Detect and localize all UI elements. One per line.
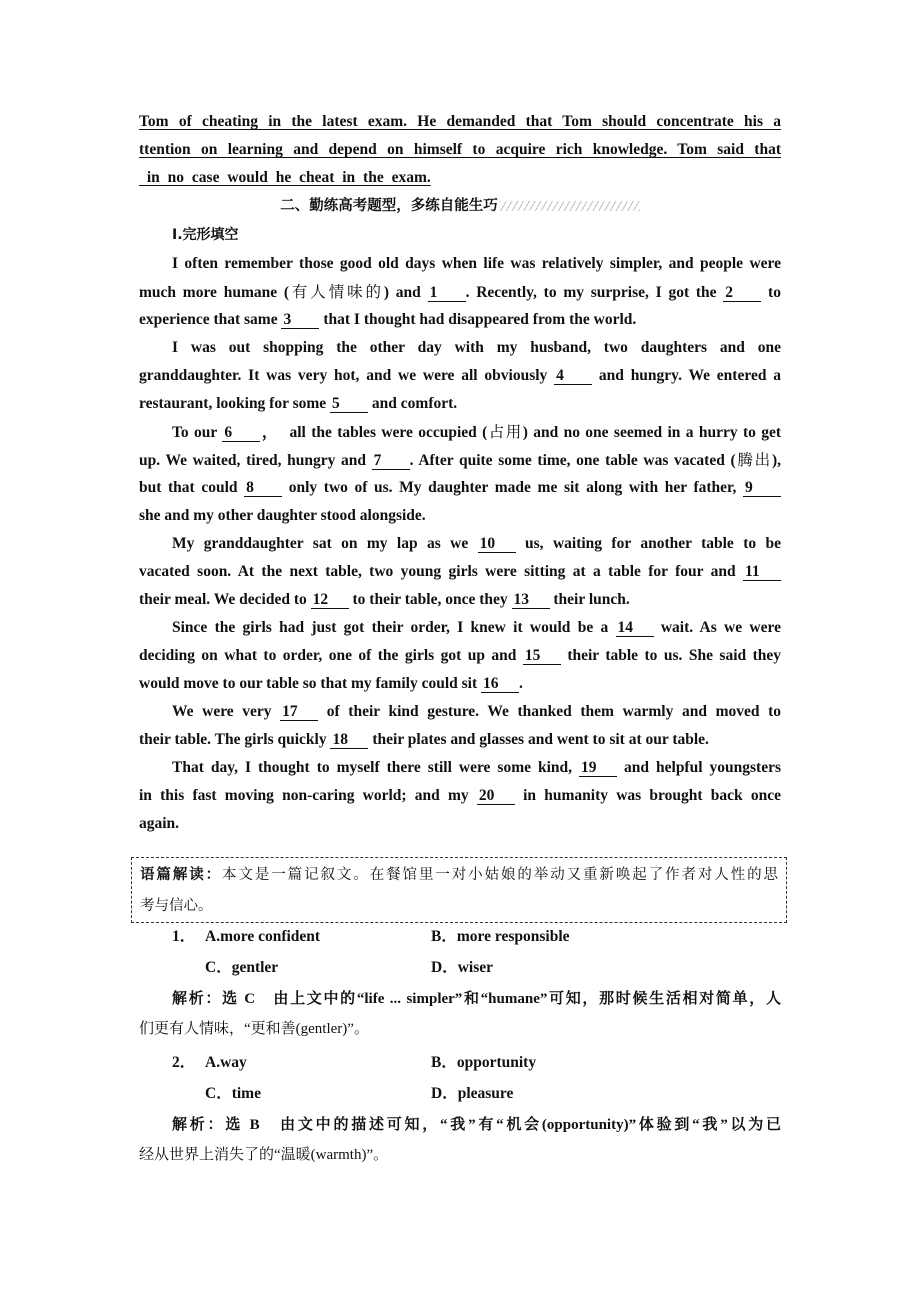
passage-text: granddaughter. It was very hot, and we were all obviously [139, 367, 555, 384]
passage-text: up. We waited, tired, hungry and [139, 452, 372, 469]
blank-11: 11 [743, 564, 781, 581]
explanation-label: 解析： [172, 989, 223, 1007]
passage-text: We were very [172, 703, 281, 720]
blank-13: 13 [512, 592, 550, 609]
option-c: C．gentler [205, 959, 279, 976]
blank-5: 5 [330, 396, 368, 413]
passage-text: ) and [383, 284, 428, 301]
passage-text: experience that same [139, 311, 282, 328]
blank-17: 17 [280, 704, 318, 721]
blank-15: 15 [523, 648, 561, 665]
passage-text: . After quite some time, one table was vacated ( [409, 452, 736, 469]
passage-text: and comfort. [368, 395, 458, 412]
decorative-stripes-icon [500, 201, 640, 211]
option-d: D．wiser [431, 959, 493, 976]
passage-text: and hungry. We entered a [592, 367, 781, 384]
passage-text: deciding on what to order, one of the girls got up and [139, 647, 523, 664]
passage-line [139, 334, 781, 362]
passage-line [139, 558, 781, 586]
passage-text: and helpful youngsters [617, 759, 781, 776]
blank-3: 3 [281, 312, 319, 329]
explanation-label: 解析： [172, 1115, 226, 1133]
explanation-text-2: 们更有人情味，“更和善(gentler)”。 [139, 1021, 369, 1037]
section-heading [139, 192, 781, 220]
blank-7: 7 [372, 453, 410, 470]
passage-text: ), [771, 452, 781, 469]
passage-text: their table to us. She said they [560, 647, 782, 664]
passage-line [139, 418, 781, 446]
reading-analysis-text-1: 本文是一篇记叙文。在餐馆里一对小姑娘的举动又重新唤起了作者对人性的思 [222, 867, 779, 883]
passage-text: ) and no one seemed in a hurry to get [522, 424, 781, 441]
passage-line [139, 278, 781, 306]
passage-line [139, 586, 781, 614]
passage-line [139, 250, 781, 278]
passage-line [139, 754, 781, 782]
passage-text: to [761, 284, 781, 301]
blank-1: 1 [428, 285, 466, 302]
passage-text: to their table, once they [348, 591, 512, 608]
passage-text: To our [172, 424, 223, 441]
passage-text: I was out shopping the other day with my husband, two daughters and one [172, 339, 781, 356]
blank-6: 6 [222, 425, 260, 442]
explanation-text-2: 经从世界上消失了的“温暖(warmth)”。 [139, 1147, 389, 1163]
cloze-passage [139, 250, 781, 838]
passage-text: again. [139, 815, 180, 832]
passage-line [139, 474, 781, 502]
reading-analysis-box [131, 857, 787, 923]
section-title: 二、勤练高考题型，多练自能生巧 [280, 198, 498, 214]
option-a: A.way [205, 1054, 247, 1071]
passage-text: Since the girls had just got their order, I knew it would be a [172, 619, 616, 636]
passage-line [139, 362, 781, 390]
passage-text: only two of us. My daughter made me sit along with her father, [282, 479, 743, 496]
question-number: 1． [172, 928, 196, 945]
passage-text: that I thought had disappeared from the world. [319, 311, 637, 328]
option-a: A.more confident [205, 928, 321, 945]
passage-line [139, 642, 781, 670]
passage-line [139, 726, 781, 754]
passage-text: ， all the tables were occupied ( [260, 424, 488, 441]
blank-2: 2 [723, 285, 761, 302]
passage-text: their table. The girls quickly [139, 731, 331, 748]
passage-text: of their kind gesture. We thanked them warmly and moved to [318, 703, 782, 720]
passage-text: wait. As we were [653, 619, 781, 636]
carryover-answer-line-3: in no case would he cheat in the exam. [139, 169, 431, 186]
passage-text: . [519, 675, 523, 692]
option-d: D．pleasure [431, 1085, 514, 1102]
option-c: C．time [205, 1085, 261, 1102]
passage-text: much more humane ( [139, 284, 290, 301]
passage-text: vacated soon. At the next table, two young girls were sitting at a table for four and [139, 563, 743, 580]
question-2 [139, 1047, 781, 1171]
document-page [139, 108, 781, 838]
passage-line [139, 390, 781, 418]
passage-text: would move to our table so that my family could sit [139, 675, 482, 692]
passage-text: My granddaughter sat on my lap as we [172, 535, 478, 552]
passage-text: their meal. We decided to [139, 591, 311, 608]
passage-text: I often remember those good old days when life was relatively simpler, and people were [172, 255, 781, 272]
passage-text: restaurant, looking for some [139, 395, 331, 412]
passage-text: in humanity was brought back once [514, 787, 781, 804]
passage-text: That day, I thought to myself there still were some kind, [172, 759, 580, 776]
passage-line [139, 446, 781, 474]
passage-text: but that could [139, 479, 245, 496]
passage-text: us, waiting for another table to be [515, 535, 782, 552]
passage-line [139, 782, 781, 810]
question-number: 2． [172, 1054, 196, 1071]
chinese-gloss: 占用 [487, 423, 523, 441]
chinese-gloss: 有人情味的 [289, 283, 384, 301]
reading-analysis-text-2: 考与信心。 [140, 898, 213, 914]
question-1 [139, 921, 781, 1045]
passage-text: . Recently, to my surprise, I got the [465, 284, 724, 301]
explanation-text-1: 选 C 由上文中的“life ... simpler”和“humane”可知，那时候生活相对简单，人 [222, 991, 781, 1007]
option-b: B．opportunity [431, 1054, 537, 1071]
blank-14: 14 [616, 620, 654, 637]
reading-analysis-label: 语篇解读： [140, 867, 223, 883]
blank-4: 4 [554, 368, 592, 385]
blank-10: 10 [478, 536, 516, 553]
carryover-answer-line-2: ttention on learning and depend on himself to acquire rich knowledge. Tom said that [139, 141, 781, 158]
passage-line [139, 306, 781, 334]
passage-line [139, 670, 781, 698]
blank-9: 9 [743, 480, 781, 497]
blank-8: 8 [244, 480, 282, 497]
passage-line [139, 502, 781, 530]
carryover-answer-line-1: Tom of cheating in the latest exam. He demanded that Tom should concentrate his a [139, 113, 781, 130]
option-b: B．more responsible [431, 928, 570, 945]
passage-line [139, 614, 781, 642]
blank-19: 19 [579, 760, 617, 777]
passage-text: in this fast moving non-caring world; and my [139, 787, 477, 804]
subsection-title: Ⅰ.完形填空 [172, 227, 239, 243]
passage-line [139, 698, 781, 726]
passage-text: their lunch. [549, 591, 630, 608]
passage-line [139, 810, 781, 838]
blank-20: 20 [477, 788, 515, 805]
passage-text: she and my other daughter stood alongside. [139, 507, 426, 524]
explanation-text-1: 选 B 由文中的描述可知，“我”有“机会(opportunity)”体验到“我”以为已 [225, 1117, 781, 1133]
chinese-gloss: 腾出 [735, 451, 772, 469]
passage-text: their plates and glasses and went to sit at our table. [368, 731, 709, 748]
blank-16: 16 [481, 676, 519, 693]
blank-18: 18 [330, 732, 368, 749]
passage-line [139, 530, 781, 558]
blank-12: 12 [311, 592, 349, 609]
